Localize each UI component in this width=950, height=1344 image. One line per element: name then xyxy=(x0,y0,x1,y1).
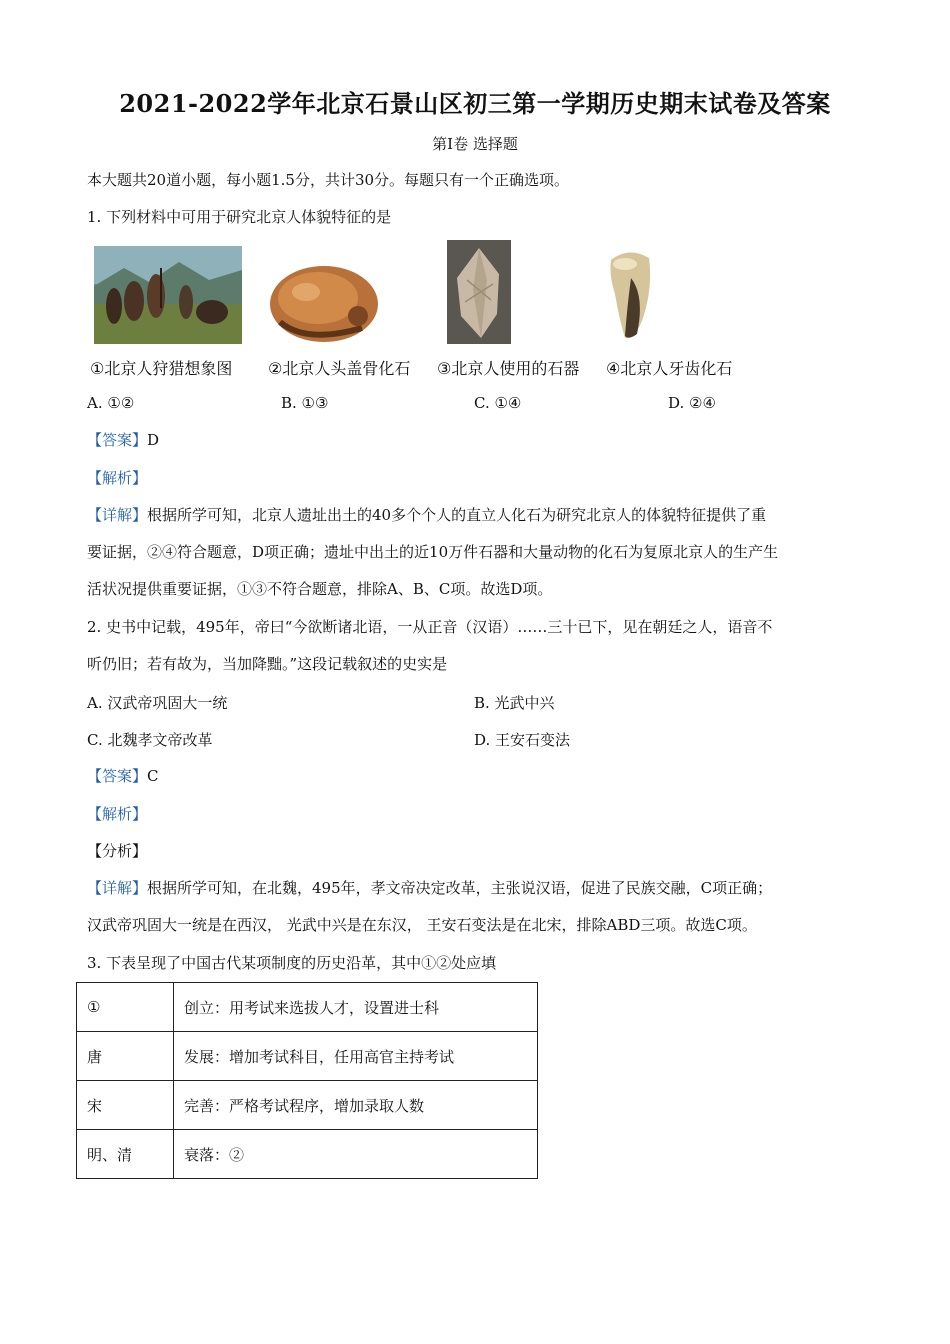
q1-option-a: A. ①② xyxy=(87,394,135,412)
table-cell-description: 衰落：② xyxy=(174,1130,538,1179)
q1-stem: 1. 下列材料中可用于研究北京人体貌特征的是 xyxy=(87,208,392,226)
tooth-fossil-image xyxy=(603,248,655,344)
q2-option-d: D. 王安石变法 xyxy=(474,731,571,749)
q2-detail-line-1 xyxy=(87,878,772,898)
table-cell-period: ① xyxy=(77,983,174,1032)
table-cell-description: 创立：用考试来选拔人才，设置进士科 xyxy=(174,983,538,1032)
table-row xyxy=(77,1032,538,1081)
section-heading: 第Ⅰ卷 选择题 xyxy=(432,135,518,153)
q2-stem-line-1: 2. 史书中记载，495年，帝曰“今欲断诸北语，一从正音（汉语）……三十已下，见在朝廷之人，语音不 xyxy=(87,618,773,636)
table-cell-period: 宋 xyxy=(77,1081,174,1130)
caption-tooth: ④北京人牙齿化石 xyxy=(606,359,733,378)
answer-value: C xyxy=(147,767,159,785)
q2-stem-line-2: 听仍旧；若有故为，当加降黜。”这段记载叙述的史实是 xyxy=(87,655,448,673)
table-row xyxy=(77,983,538,1032)
table-row xyxy=(77,1081,538,1130)
answer-value: D xyxy=(147,431,160,449)
q1-option-d: D. ②④ xyxy=(668,394,716,412)
q2-answer xyxy=(87,766,159,786)
table-cell-period: 唐 xyxy=(77,1032,174,1081)
table-cell-description: 完善：严格考试程序，增加录取人数 xyxy=(174,1081,538,1130)
q2-option-a: A. 汉武帝巩固大一统 xyxy=(87,694,228,712)
detail-text: 根据所学可知，北京人遗址出土的40多个个人的直立人化石为研究北京人的体貌特征提供了重 xyxy=(147,506,767,524)
caption-stone-tool: ③北京人使用的石器 xyxy=(437,359,580,378)
hunting-scene-image xyxy=(94,246,242,344)
q3-stem: 3. 下表呈现了中国古代某项制度的历史沿革，其中①②处应填 xyxy=(87,954,497,972)
q1-detail-line-2: 要证据，②④符合题意，D项正确；遗址中出土的近10万件石器和大量动物的化石为复原北京人的生产生 xyxy=(87,543,779,561)
q1-answer xyxy=(87,430,159,450)
detail-tag: 【详解】 xyxy=(87,879,148,897)
caption-skull: ②北京人头盖骨化石 xyxy=(268,359,411,378)
q2-option-b: B. 光武中兴 xyxy=(474,694,555,712)
q2-detail-line-2: 汉武帝巩固大一统是在西汉， 光武中兴是在东汉， 王安石变法是在北宋，排除ABD三项。故选C项。 xyxy=(87,916,757,934)
q1-detail-line-1 xyxy=(87,505,766,525)
q1-option-b: B. ①③ xyxy=(281,394,329,412)
q1-detail-line-3: 活状况提供重要证据，①③不符合题意，排除A、B、C项。故选D项。 xyxy=(87,580,553,598)
history-table xyxy=(76,982,538,1179)
page-title: 2021-2022学年北京石景山区初三第一学期历史期末试卷及答案 xyxy=(119,89,831,118)
detail-text: 根据所学可知，在北魏，495年，孝文帝决定改革，主张说汉语，促进了民族交融，C项正确； xyxy=(147,879,773,897)
q1-analysis-tag: 【解析】 xyxy=(87,469,148,487)
detail-tag: 【详解】 xyxy=(87,506,148,524)
caption-hunting: ①北京人狩猎想象图 xyxy=(90,359,233,378)
q1-option-c: C. ①④ xyxy=(474,394,522,412)
table-cell-description: 发展：增加考试科目，任用高官主持考试 xyxy=(174,1032,538,1081)
skull-fossil-image xyxy=(266,262,382,346)
q2-option-c: C. 北魏孝文帝改革 xyxy=(87,731,213,749)
q2-analysis-tag: 【解析】 xyxy=(87,805,148,823)
table-row xyxy=(77,1130,538,1179)
answer-tag: 【答案】 xyxy=(87,767,148,785)
table-cell-period: 明、清 xyxy=(77,1130,174,1179)
answer-tag: 【答案】 xyxy=(87,431,148,449)
q2-fenxi-tag: 【分析】 xyxy=(87,842,148,860)
instructions: 本大题共20道小题，每小题1.5分，共计30分。每题只有一个正确选项。 xyxy=(87,171,570,189)
stone-tool-image xyxy=(447,240,511,344)
